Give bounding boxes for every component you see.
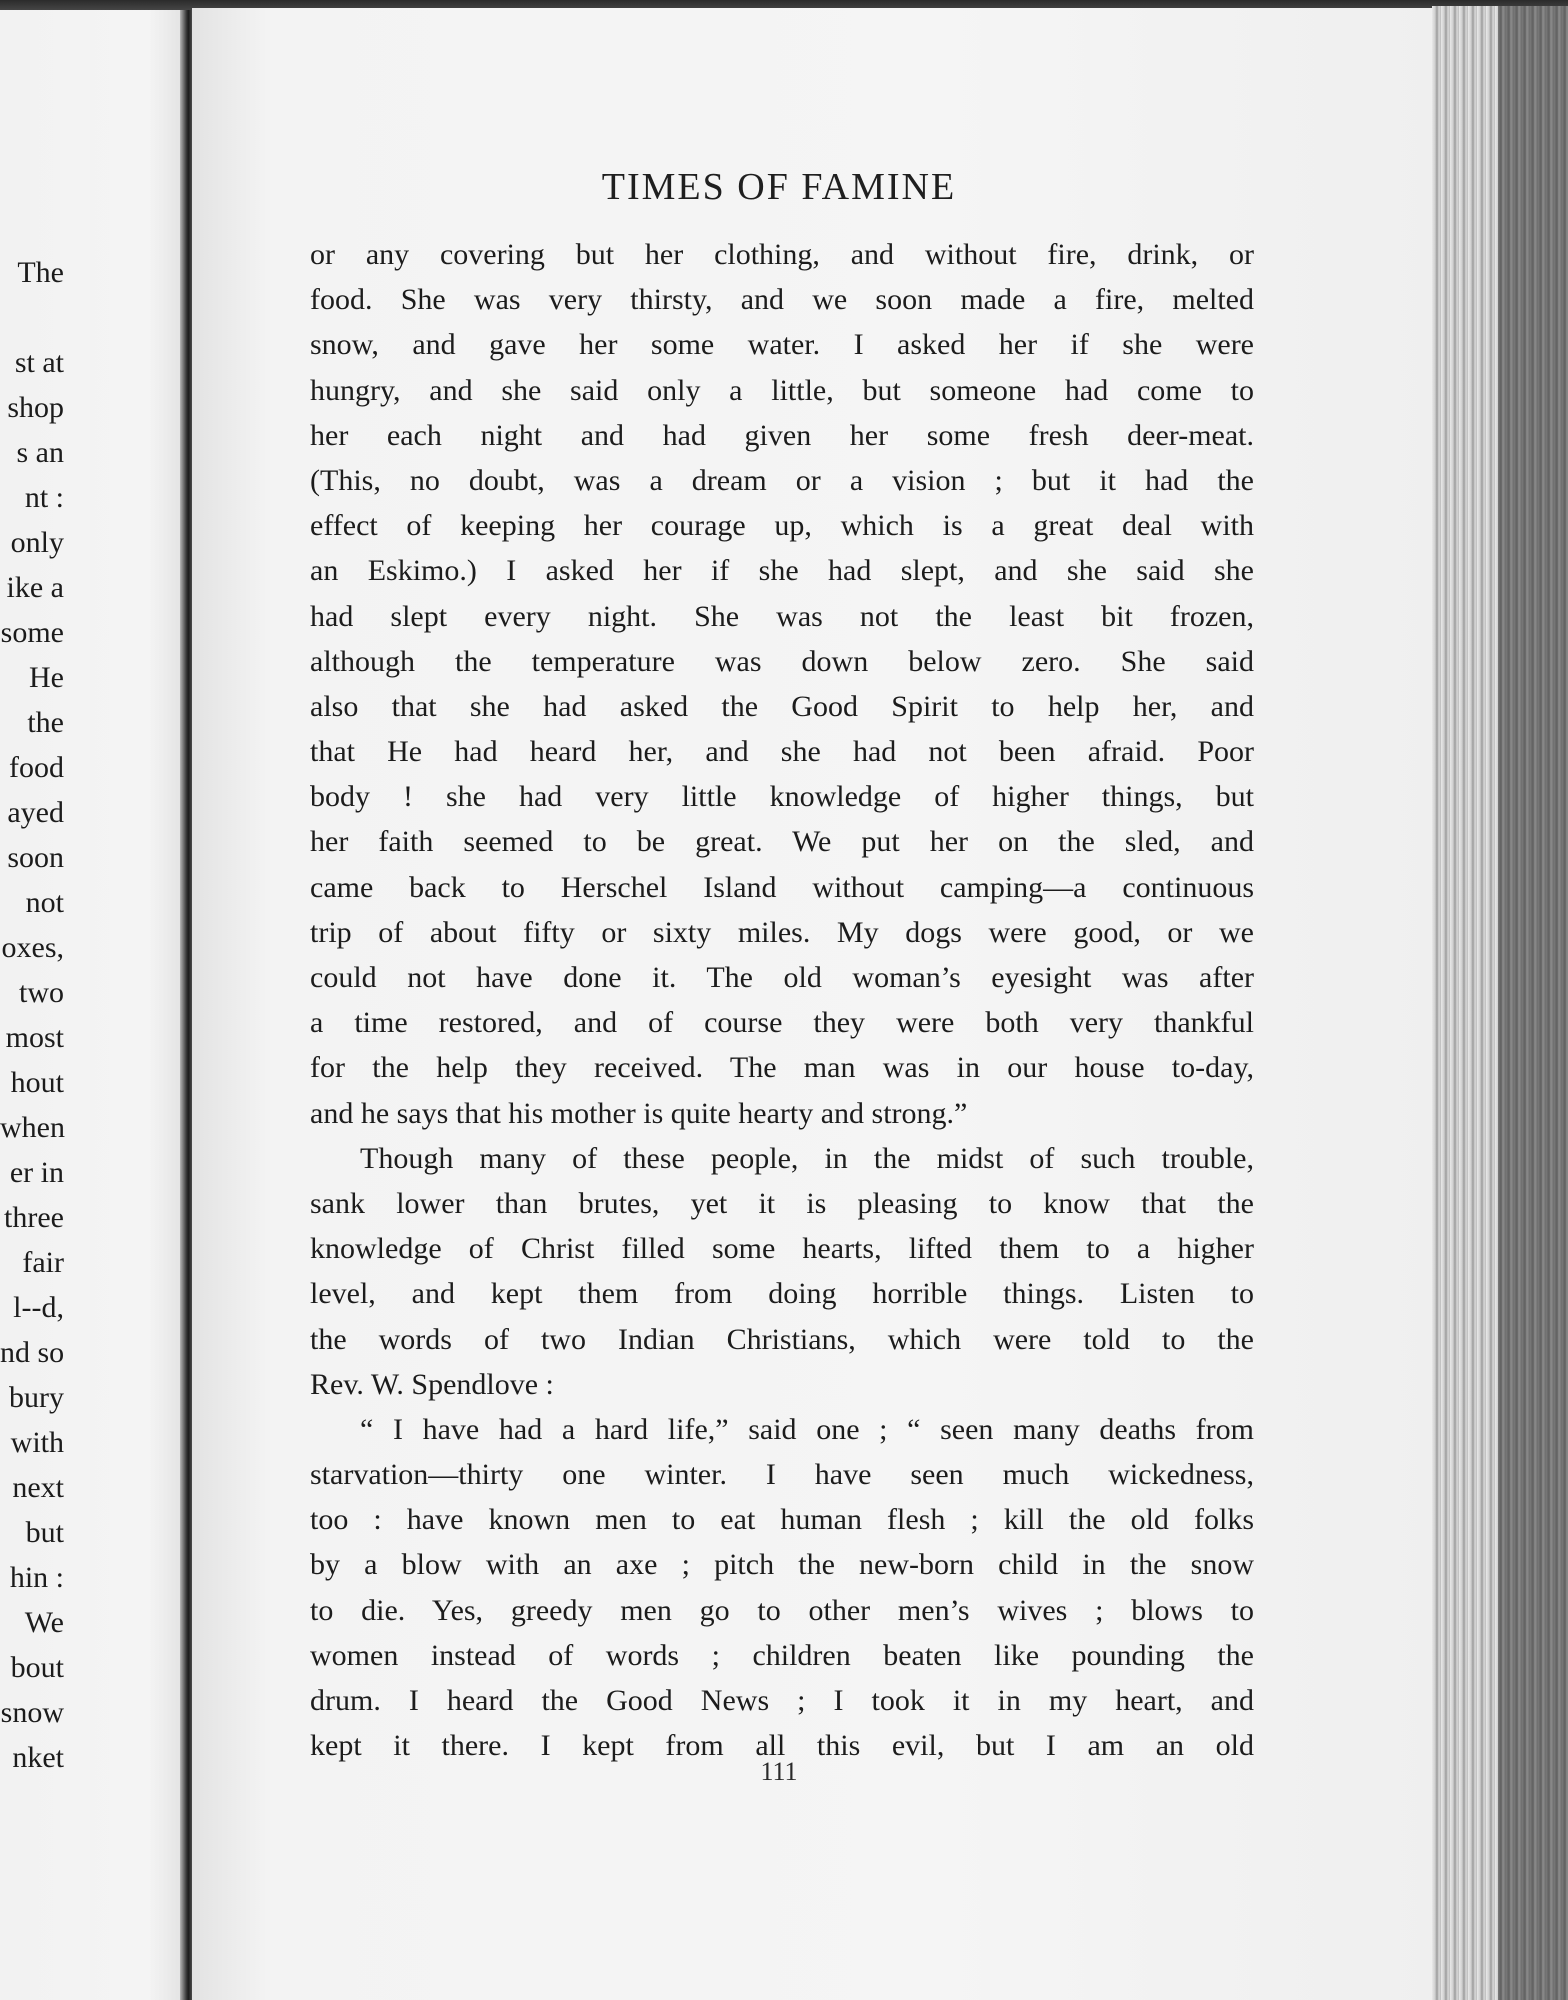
text-line: had slept every night. She was not the least bit frozen, [310,599,1254,633]
left-page-line-text: er in [9,1156,64,1189]
left-page-line [0,1060,180,1105]
text-line: hungry, and she said only a little, but someone had come to [310,373,1254,407]
left-page-line-text: fair [22,1246,64,1279]
text-line: sank lower than brutes, yet it is pleasing to know that the [310,1186,1254,1220]
left-page-line [0,385,180,430]
left-page-line [0,475,180,520]
left-page-line [0,1555,180,1600]
left-page-line [0,1240,180,1285]
text-line: “ I have had a hard life,” said one ; “ seen many deaths from [360,1412,1254,1446]
text-line: her each night and had given her some fresh deer-meat. [310,418,1254,452]
left-page-line-text: ike a [6,571,64,604]
left-page-line-text: ayed [7,796,64,829]
left-page-line-text: shop [7,391,64,424]
left-page-line [0,745,180,790]
left-page-line-text: three [4,1201,64,1234]
left-page-line-text: soon [7,841,64,874]
left-page-line [0,700,180,745]
left-page-line [0,1690,180,1735]
text-line: kept it there. I kept from all this evil, but I am an old [310,1729,1254,1763]
left-page-line [0,1195,180,1240]
left-page-line [0,1465,180,1510]
left-page-line-text: We [24,1606,64,1639]
left-page-line-text: nt : [24,481,64,514]
text-line: knowledge of Christ filled some hearts, lifted them to a higher [310,1232,1254,1266]
left-page-line-text: not [25,886,64,919]
left-page-line-text: two [19,976,64,1009]
left-page-line [0,925,180,970]
left-page-line-text: hin : [9,1561,64,1594]
left-page [0,10,186,2000]
text-line: to die. Yes, greedy men go to other men’s wives ; blows to [310,1593,1254,1627]
left-page-line-text: with [10,1426,64,1459]
left-page-text [0,250,180,1780]
left-page-line [0,970,180,1015]
text-line: too : have known men to eat human flesh ; kill the old folks [310,1503,1254,1537]
text-line: her faith seemed to be great. We put her on the sled, and [310,825,1254,859]
page-number: 111 [760,1757,798,1786]
left-page-line-text: but [25,1516,64,1549]
left-page-line-text: some [0,616,64,649]
left-page-line [0,250,180,295]
running-head: TIMES OF FAMINE [601,166,957,208]
left-page-line-text: next [12,1471,64,1504]
left-page-line [0,1285,180,1330]
left-page-line [0,1420,180,1465]
left-page-line-text: bury [9,1381,64,1414]
left-page-line-text: st at [14,346,64,379]
left-page-line [0,430,180,475]
page-edges [1432,6,1568,2000]
text-line: for the help they received. The man was in our house to-day, [310,1051,1254,1085]
left-page-line [0,880,180,925]
text-line: that He had heard her, and she had not been afraid. Poor [310,735,1254,769]
left-page-line-text: most [5,1021,64,1054]
text-line: effect of keeping her courage up, which is a great deal with [310,509,1254,543]
left-page-line [0,1375,180,1420]
text-line: by a blow with an axe ; pitch the new-born child in the snow [310,1548,1254,1582]
text-line: Rev. W. Spendlove : [310,1367,554,1401]
text-line: although the temperature was down below zero. She said [310,644,1254,678]
left-page-line [0,1105,180,1150]
left-page-line-text: bout [10,1651,64,1684]
left-page-line-text: only [10,526,64,559]
text-line: trip of about fifty or sixty miles. My dogs were good, or we [310,915,1254,949]
left-page-line-text: when [0,1111,65,1144]
text-line: a time restored, and of course they were both very thankful [310,1006,1254,1040]
left-page-line [0,1330,180,1375]
text-line: level, and kept them from doing horrible things. Listen to [310,1277,1254,1311]
left-page-line [0,1645,180,1690]
left-page-line-text: food [9,751,64,784]
left-page-line-text: s an [16,436,64,469]
left-page-line [0,1150,180,1195]
left-page-line [0,520,180,565]
left-page-line [0,655,180,700]
left-page-line-text: The [17,256,64,289]
left-page-line [0,835,180,880]
text-line: the words of two Indian Christians, which were told to the [310,1322,1254,1356]
text-line: came back to Herschel Island without camping—a continuous [310,870,1254,904]
left-page-line [0,610,180,655]
left-page-line [0,340,180,385]
left-page-line [0,1015,180,1060]
text-line: food. She was very thirsty, and we soon made a fire, melted [310,283,1254,317]
left-page-line-text: nket [12,1741,64,1774]
text-line: (This, no doubt, was a dream or a vision ; but it had the [310,463,1254,497]
left-page-line [0,1600,180,1645]
left-page-line [0,1735,180,1780]
text-line: or any covering but her clothing, and without fire, drink, or [310,238,1254,271]
text-line: an Eskimo.) I asked her if she had slept, and she said she [310,554,1254,588]
left-page-line-text: the [27,706,64,739]
text-line: snow, and gave her some water. I asked her if she were [310,328,1254,362]
text-line: and he says that his mother is quite hearty and strong.” [310,1096,968,1130]
text-line: women instead of words ; children beaten like pounding the [310,1638,1254,1672]
left-page-line [0,295,180,340]
left-page-line-text: oxes, [1,931,64,964]
left-page-line-text: l--d, [13,1291,64,1324]
body-text [310,232,1254,1768]
left-page-line-text: He [29,661,64,694]
left-page-line-text: nd so [0,1336,65,1369]
text-line: also that she had asked the Good Spirit to help her, and [310,689,1254,723]
left-page-line-text: snow [0,1696,64,1729]
left-page-line [0,790,180,835]
text-line: Though many of these people, in the midst of such trouble, [360,1141,1254,1175]
text-line: body ! she had very little knowledge of higher things, but [310,780,1254,814]
text-line: could not have done it. The old woman’s eyesight was after [310,961,1254,994]
left-page-line-text: hout [10,1066,64,1099]
left-page-line [0,565,180,610]
text-line: drum. I heard the Good News ; I took it in my heart, and [310,1684,1254,1717]
text-line: starvation—thirty one winter. I have seen much wickedness, [310,1458,1254,1492]
left-page-line [0,1510,180,1555]
